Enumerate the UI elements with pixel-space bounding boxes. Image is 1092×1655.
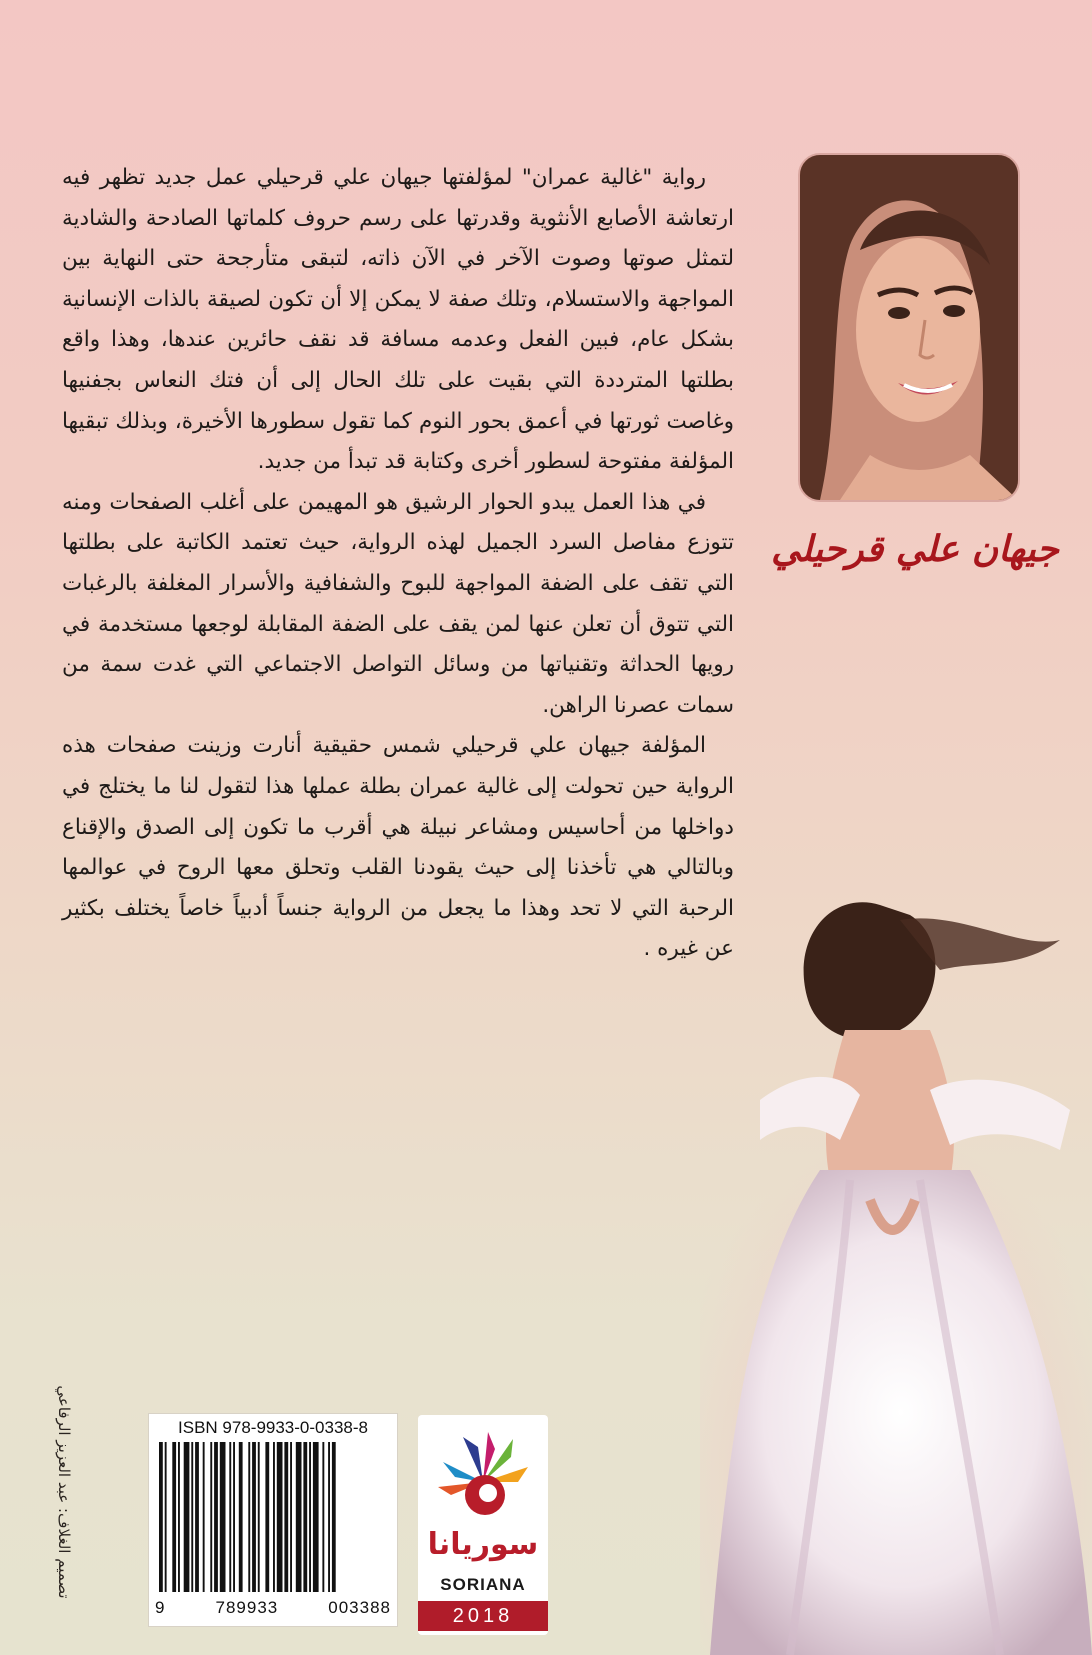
- author-name: جيهان علي قرحيلي: [771, 528, 1059, 570]
- barcode-bar: [203, 1442, 205, 1592]
- publisher-name-arabic: سوريانا: [427, 1527, 539, 1562]
- ean-digits: [149, 1598, 397, 1618]
- barcode-bar: [258, 1442, 260, 1592]
- barcode-bar: [273, 1442, 275, 1592]
- barcode-bar: [303, 1442, 307, 1592]
- barcode-bar: [233, 1442, 235, 1592]
- barcode-bar: [248, 1442, 250, 1592]
- back-cover-blurb: [62, 158, 734, 970]
- cover-painting-dancer: [700, 880, 1092, 1655]
- blurb-paragraph-1: رواية "غالية عمران" لمؤلفتها جيهان علي قرحيلي عمل جديد تظهر فيه ارتعاشة الأصابع الأنثوية وقدرتها على رسم حروف كلماتها الصادحة والشادية لتمثل صوتها وصوت الآخر في الآن ذاته، لتبقى متأرجحة حتى النهاية بين المواجهة والاستسلام، وتلك صفة لا يمكن إلا أن تكون لصيقة بالذات الإنسانية بشكل عام، فبين الفعل وعدمه مسافة قد نقف حائرين عندها، وهذا واقع بطلتها المترددة التي بقيت على تلك الحال إلى أن فتك النعاس بجفنيها وغاصت ثورتها في أعمق بحور النوم كما تقول سطورها الأخيرة، وبذلك تبقيها المؤلفة مفتوحة لسطور أخرى وكتابة قد تبدأ من جديد.: [62, 165, 734, 475]
- barcode-bar: [191, 1442, 193, 1592]
- publisher-logo-block: [418, 1415, 548, 1635]
- publication-year: 2018: [418, 1601, 548, 1631]
- barcode-bar: [172, 1442, 176, 1592]
- barcode-bar: [332, 1442, 336, 1592]
- cover-design-credit: [46, 1352, 82, 1632]
- barcode-bar: [313, 1442, 319, 1592]
- barcode-bar: [239, 1442, 243, 1592]
- barcode-bar: [265, 1442, 269, 1592]
- barcode-bar: [290, 1442, 292, 1592]
- barcode-bar: [195, 1442, 199, 1592]
- isbn-number: ISBN 978-9933-0-0338-8: [178, 1418, 368, 1437]
- isbn-barcode: [148, 1413, 398, 1627]
- cover-design-credit-text: تصميم الغلاف: عبد العزيز الرفاعي: [55, 1385, 73, 1599]
- ean-digits-left: 789933: [215, 1598, 279, 1617]
- barcode-bar: [252, 1442, 256, 1592]
- publisher-flower-icon: [433, 1427, 533, 1527]
- publisher-name-english: SORIANA: [440, 1575, 526, 1594]
- barcode-bar: [214, 1442, 218, 1592]
- blurb-paragraph-3: المؤلفة جيهان علي قرحيلي شمس حقيقية أنارت وزينت صفحات هذه الرواية حين تحولت إلى غالية عمران بطلة عملها هذا لتقول لنا ما يختلج في دواخلها من أحاسيس ومشاعر نبيلة هي أقرب ما تكون إلى الصدق والإقناع وبالتالي هي تأخذنا إلى حيث يقودنا القلب وتحلق معها الروح في عوالمها الرحبة التي لا تحد وهذا ما يجعل من الرواية جنساً أدبياً خاصاً يختلف بكثير عن غيره .: [62, 733, 734, 962]
- barcode-bar: [184, 1442, 190, 1592]
- barcode-bar: [296, 1442, 302, 1592]
- barcode-bar: [328, 1442, 330, 1592]
- barcode-bar: [229, 1442, 231, 1592]
- barcode-bar: [322, 1442, 324, 1592]
- ean-digit-prefix: 9: [155, 1598, 166, 1617]
- ean-digits-right: 003388: [328, 1598, 391, 1617]
- barcode-bar: [165, 1442, 167, 1592]
- author-photo: [798, 153, 1020, 502]
- barcode-bar: [178, 1442, 180, 1592]
- barcode-bar: [220, 1442, 226, 1592]
- barcode-bars: [159, 1442, 387, 1592]
- barcode-bar: [277, 1442, 283, 1592]
- barcode-bar: [210, 1442, 212, 1592]
- blurb-paragraph-2: في هذا العمل يبدو الحوار الرشيق هو المهيمن على أغلب الصفحات ومنه تتوزع مفاصل السرد الجميل لهذه الرواية، حيث تعتمد الكاتبة على بطلتها التي تقف على الضفة المواجهة للبوح والشفافية والأسرار المغلفة بالرغبات التي تتوق أن تعلن عنها لمن يقف على الضفة المقابلة لوجعها مستخدمة في رويها الحداثة وتقنياتها من وسائل التواصل الاجتماعي التي غدت سمة من سمات عصرنا الراهن.: [62, 489, 734, 718]
- barcode-bar: [284, 1442, 288, 1592]
- barcode-bar: [159, 1442, 163, 1592]
- barcode-bar: [309, 1442, 311, 1592]
